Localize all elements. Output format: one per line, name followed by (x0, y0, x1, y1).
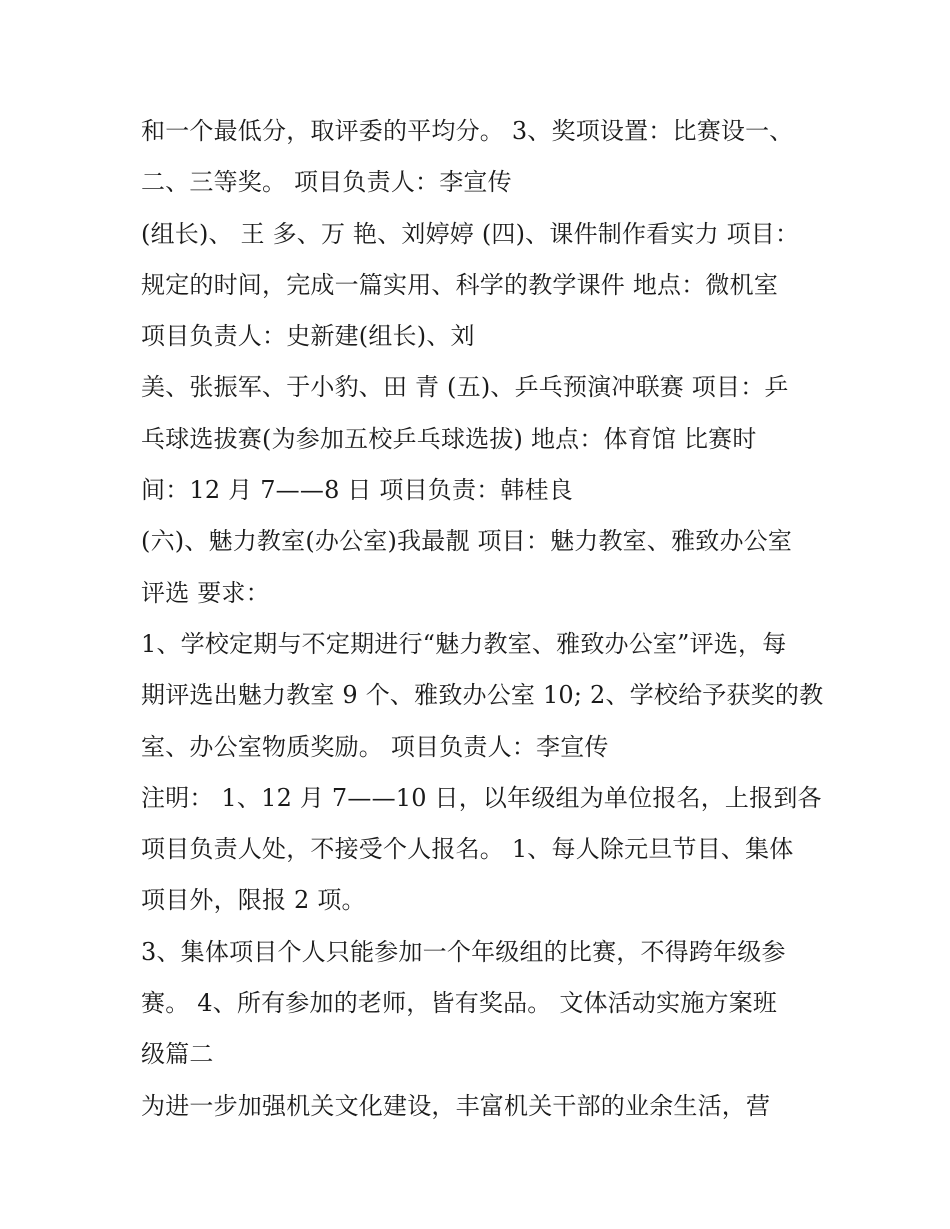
text-line: 间：12 月 7——8 日 项目负责：韩桂良 (141, 476, 573, 505)
text-line: 赛。 4、所有参加的老师，皆有奖品。 文体活动实施方案班 (141, 989, 778, 1018)
text-line: 1、学校定期与不定期进行“魅力教室、雅致办公室”评选，每 (141, 629, 787, 658)
text-line: (六)、魅力教室(办公室)我最靓 项目：魅力教室、雅致办公室 (141, 527, 793, 556)
text-line: 评选 要求： (141, 578, 270, 607)
text-line: 期评选出魅力教室 9 个、雅致办公室 10; 2、学校给予获奖的教 (141, 681, 824, 710)
text-line: 室、办公室物质奖励。 项目负责人：李宣传 (141, 732, 609, 761)
text-line: 和一个最低分，取评委的平均分。 3、奖项设置：比赛设一、 (141, 117, 794, 145)
text-line: 美、张振军、于小豹、田 青 (五)、乒乓预演冲联赛 项目：乒 (141, 373, 789, 402)
text-line: 乓球选拔赛(为参加五校乒乓球选拔) 地点：体育馆 比赛时 (141, 424, 757, 453)
text-line: 3、集体项目个人只能参加一个年级组的比赛，不得跨年级参 (141, 937, 786, 966)
text-line: 为进一步加强机关文化建设，丰富机关干部的业余生活，营 (141, 1091, 771, 1120)
text-line: 项目负责人：史新建(组长)、刘 (141, 322, 475, 351)
text-line: 二、三等奖。 项目负责人：李宣传 (141, 168, 512, 197)
text-line: 项目负责人处，不接受个人报名。 1、每人除元旦节目、集体 (141, 835, 794, 864)
document-body (141, 106, 824, 1132)
text-line: 级篇二 (141, 1040, 214, 1069)
text-line: 规定的时间，完成一篇实用、科学的教学课件 地点：微机室 (141, 270, 779, 299)
text-line: 项目外，限报 2 项。 (141, 886, 366, 915)
text-line: (组长)、 王 多、万 艳、刘婷婷 (四)、课件制作看实力 项目： (141, 219, 800, 248)
text-line: 注明： 1、12 月 7——10 日，以年级组为单位报名，上报到各 (141, 783, 822, 812)
